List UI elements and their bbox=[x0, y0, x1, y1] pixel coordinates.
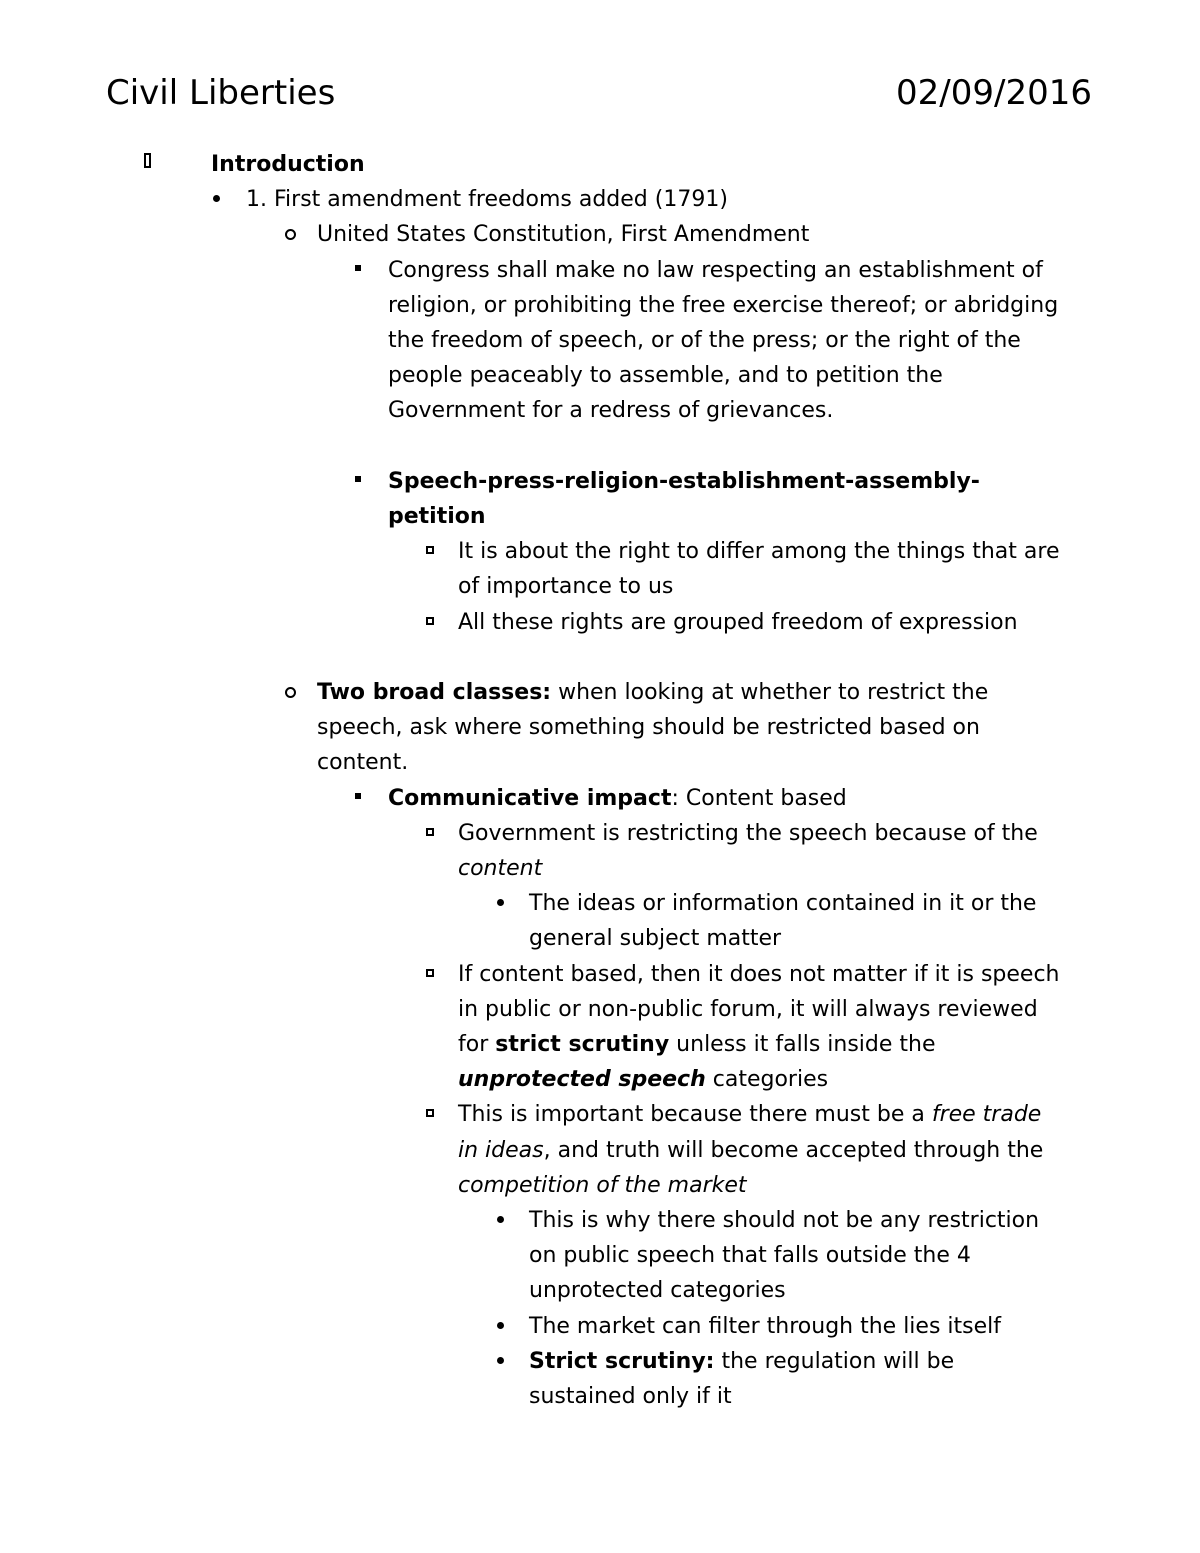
outline-item-text bbox=[388, 781, 1060, 816]
text-segment: the regulation will be sustained only if it bbox=[529, 1348, 955, 1409]
disc-icon bbox=[213, 195, 220, 202]
disc-icon bbox=[497, 899, 504, 906]
outline-item-text bbox=[458, 957, 1060, 1098]
outline-item-text bbox=[388, 464, 1060, 534]
text-segment: competition of the market bbox=[458, 1172, 747, 1198]
hollow-square-icon bbox=[426, 828, 434, 836]
disc-icon bbox=[497, 1216, 504, 1223]
text-segment: Strict scrutiny: bbox=[529, 1348, 715, 1374]
outline-item-text bbox=[317, 217, 1060, 252]
text-segment: Introduction bbox=[211, 152, 365, 177]
hollow-square-icon bbox=[426, 617, 434, 625]
text-segment: Two broad classes: bbox=[317, 680, 552, 705]
text-segment: 1. First amendment freedoms added (1791) bbox=[246, 187, 728, 213]
text-segment: All these rights are grouped freedom of expression bbox=[458, 609, 1018, 635]
text-segment: categories bbox=[705, 1067, 829, 1093]
text-segment: Speech-press-religion-establishment-assembly-petition bbox=[388, 468, 980, 529]
text-segment: unprotected speech bbox=[458, 1067, 706, 1093]
outline-item-text bbox=[529, 1344, 1060, 1414]
text-segment: when looking at whether to restrict the speech, ask where something should be restricted based on content. bbox=[317, 680, 989, 776]
text-segment: : Content based bbox=[671, 785, 847, 811]
text-segment: strict scrutiny bbox=[495, 1032, 670, 1057]
text-segment: The market can filter through the lies itself bbox=[529, 1313, 1002, 1339]
square-icon bbox=[355, 476, 361, 482]
text-segment: It is about the right to differ among the things that are of importance to us bbox=[458, 539, 1060, 600]
outline-item-text bbox=[458, 605, 1060, 640]
disc-icon bbox=[497, 1322, 504, 1329]
text-segment: This is why there should not be any restriction on public speech that falls outside the 4 unprotected categories bbox=[529, 1208, 1040, 1304]
outline-item-text bbox=[388, 253, 1060, 429]
text-segment: Communicative impact bbox=[388, 785, 672, 811]
circle-icon bbox=[285, 687, 296, 698]
text-segment: , and truth will become accepted through the bbox=[543, 1137, 1044, 1163]
text-segment: Congress shall make no law respecting an establishment of religion, or prohibiting the free exercise thereof; or abridging the freedom of speech, or of the press; or the right of the people peaceably to assemble, and to petition the Government for a redress of grievances. bbox=[388, 257, 1059, 424]
text-segment: content bbox=[458, 856, 543, 881]
hollow-square-icon bbox=[426, 1109, 434, 1117]
outline-item-text bbox=[458, 534, 1060, 604]
text-segment: This is important because there must be a bbox=[458, 1102, 932, 1128]
outline-item-text bbox=[529, 1203, 1060, 1309]
circle-icon bbox=[285, 229, 296, 240]
text-segment: United States Constitution, First Amendment bbox=[317, 222, 810, 248]
document-title: Civil Liberties bbox=[106, 73, 336, 113]
disc-icon bbox=[497, 1357, 504, 1364]
outline-item-text bbox=[529, 886, 1060, 956]
outline-item-text bbox=[458, 816, 1060, 886]
outline-item-text bbox=[211, 147, 1060, 182]
hollow-square-icon bbox=[426, 546, 434, 554]
outline-item-text bbox=[529, 1309, 1060, 1344]
outline-item-text bbox=[246, 182, 1060, 217]
outline-item-text bbox=[317, 675, 1060, 781]
square-icon bbox=[355, 265, 361, 271]
text-segment: Government is restricting the speech because of the bbox=[458, 820, 1038, 846]
outline-item-text bbox=[458, 1097, 1060, 1203]
text-segment: If content based, then it does not matter if it is speech in public or non-public forum, it will always reviewed for bbox=[458, 961, 1060, 1057]
text-segment: free trade in ideas bbox=[458, 1102, 1042, 1163]
text-segment: The ideas or information contained in it or the general subject matter bbox=[529, 891, 1037, 952]
box-icon bbox=[144, 153, 151, 168]
hollow-square-icon bbox=[426, 969, 434, 977]
square-icon bbox=[355, 793, 361, 799]
document-date: 02/09/2016 bbox=[896, 73, 1092, 113]
text-segment: unless it falls inside the bbox=[669, 1032, 936, 1057]
